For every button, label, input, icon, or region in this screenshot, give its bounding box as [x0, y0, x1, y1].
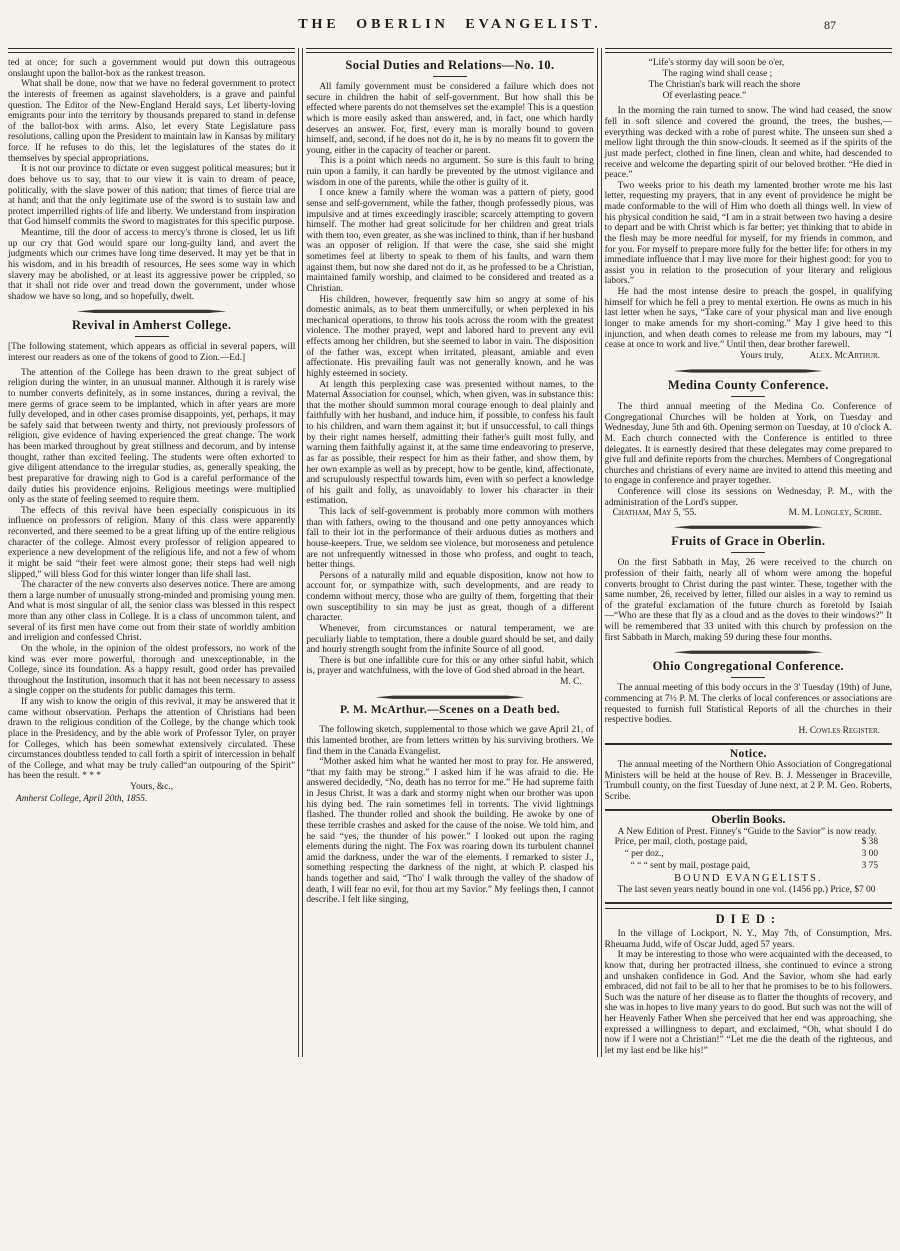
hymn-line: The raging wind shall cease ;	[662, 69, 773, 80]
article-paragraph: The effects of this revival have been especially conspicuous in its influence on professors of religion. Many of this class were apparently reconverted, and there seemed to be a great lifting up of the entire religious character of the college. Almost every professor of religion appeared to experience a new development of the religious life, and not a few of whom it might be said “their feet were almost gone; their steps had well nigh slipped,” will bless God for this winter longer than life shall last.	[8, 505, 296, 580]
masthead	[8, 12, 892, 46]
hymn-line: The Christian's bark will reach the shore	[648, 80, 801, 91]
section-divider	[77, 309, 227, 313]
register-name: H. Cowles Register.	[798, 725, 881, 736]
article-title-mcarthur: P. M. McArthur.—Scenes on a Death bed.	[339, 704, 561, 717]
section-divider	[673, 650, 823, 654]
bound-evangelists-text: The last seven years neatly bound in one vol. (1456 pp.) Price, $7 00	[617, 885, 876, 896]
scribe-name: M. M. Longley, Scribe.	[788, 508, 883, 519]
price-label: “ per doz.,	[624, 848, 664, 859]
price-label: Price, per mail, cloth, postage paid,	[614, 837, 748, 848]
article-paragraph: The following sketch, supplemental to those which we gave April 21, of this lamented brother, are from letters written by his surviving brothers. We find them in the Canada Evangelist.	[306, 725, 594, 757]
hymn-verse	[649, 58, 892, 102]
article-title-died: DIED:	[715, 912, 782, 927]
article-paragraph: Conference will close its sessions on Wednesday, P. M., with the administration of the Lord's supper.	[604, 487, 893, 508]
article-paragraph: If any wish to know the origin of this revival, it may be answered that it came without observation. Perhaps the attention of Christians had been drawn to the religious condition of the College, by the change which took place in the Presidency, and by the able work of Professor Tyler, on prayer for Colleges, which has been somewhat extensively circulated. These circumstances doubtless tended to call forth a spirit of intercession in behalf of the College, and what may be truly called“an outpouring of the Spirit” has been the result. * * *	[8, 697, 296, 782]
article-paragraph: The third annual meeting of the Medina Co. Conference of Congregational Churches will be holden at York, on Tuesday and Wednesday, June 5th and 6th. Opening sermon on Tuesday, at 10 o'clock A. M. Each church connected with the Conference is entitled to three delegates. It is earnestly desired that these delegates may come prepared to give full and definite reports from the churches. Members of Congregational churches and christians of every name are invited to attend this meeting and to engage in conference and prayer together.	[604, 402, 893, 487]
books-intro: A New Edition of Prest. Finney's “Guide to the Savior” is now ready.	[617, 826, 878, 837]
section-heavy-rule	[605, 743, 892, 745]
conference-dateline: Chatham, May 5, '55.	[612, 508, 697, 519]
signature-row	[605, 726, 892, 737]
bound-evangelists-title: BOUND EVANGELISTS.	[674, 873, 823, 885]
letter-closing: Yours, &c.,	[130, 782, 174, 792]
article-title-fruits: Fruits of Grace in Oberlin.	[671, 534, 826, 549]
article-title-ohio-conference: Ohio Congregational Conference.	[652, 659, 845, 674]
article-title-oberlin-books: Oberlin Books.	[711, 813, 786, 826]
column-top-rule	[605, 48, 892, 53]
title-underline	[135, 336, 169, 337]
section-divider	[375, 695, 525, 699]
article-continuation-paragraph: ted at once; for such a government would put down this outrageous onslaught upon the ballot-box as the rankest treason.	[8, 58, 296, 79]
hymn-line: Of everlasting peace.”	[662, 91, 747, 102]
obituary-paragraph: It may be interesting to those who were acquainted with the deceased, to know that, during her protracted illness, she continued to evince a strong and unshaken confidence in God. And the Savior, whom she had early embraced, did not fail to be all to her that he promises to be to his followers. Such was the nature of her disease as to flatter the thoughts of recovery, and she was in hopes to live many years to do good. But such was not the will of her Heavenly Father When she perceived that her end was approaching, she expressed a willingness to depart, and exclaimed, “Oh, what should I do now if I were not a Christian!” “Let me die the death of the righteous, and let my last end be like his!”	[604, 950, 893, 1056]
dateline-row	[605, 508, 892, 518]
column-top-rule	[306, 48, 593, 53]
editor-note: [The following statement, which appears as official in several papers, will interest our readers as one of the tokens of good to Zion.—Ed.]	[8, 342, 296, 363]
section-heavy-rule	[605, 809, 892, 811]
price-row	[605, 861, 892, 873]
article-paragraph: At length this perplexing case was presented without names, to the Maternal Association for counsel, which, when given, was in substance this: that the mother should summon moral courage enough to deal plainly and faithfully with her husband, and induce him, if possible, to confess his fault to his children, and warn them against it; but if unsuccessful, to call things by their right names herself, admitting their father's guilt most fully, and warning them faithfully against it, at the same time endeavoring to preserve, as far as possible, their respect for him as their father, and show them, by her own example as well as by precept, how to be gentle, kind, affectionate, and scrupulously respectful towards him, even with so perfect a knowledge of his guilt and folly, as unavoidably to lower his character in their estimation.	[306, 379, 594, 507]
article-continuation-paragraph: Meantime, till the door of access to mercy's throne is closed, let us lift up our cry that God would spare our long-guilty land, and avert the judgments which our crimes have long time deserved. It may yet be that in his wisdom, and in his breadth of resources, He sees some way in which slavery may be abolished, or at least its aggressive power be crippled, so that it shall not ride over and tread down the government, under whose shadow we have so long, and so hopefully, dwelt.	[8, 228, 296, 302]
article-paragraph: Two weeks prior to his death my lamented brother wrote me his last letter, requesting my prayers, that in any event of providence he might be made conformable to the will of Him who doeth all things well. In view of his physical condition he said, “I am in a strait between two having a desire to depart and be with Christ which is far better; yet thinking that to abide in the flesh may be more needful for myself, for my friends in common, and for you. For myself to prepare more fully for the better life: for others in my immediate influence that I may live more for their highest good: for you to assist you in relation to the prosecution of your literary and religious labors.”	[604, 180, 893, 287]
article-paragraph: On the first Sabbath in May, 26 were received to the church on profession of their faith, nearly all of whom were among the hopeful converts brought to Christ during the past winter. These, together with the same number, 26, received by letter, filled our aisles in a way to remind us of the grateful exclamation of the future church as foretold by Isaiah—“Who are these that fly as a cloud and as the doves to their windows?” It will be remembered that 33 united with this church by profession on the first Sabbath in March, making 59 during these four months.	[604, 558, 893, 643]
article-paragraph: This lack of self-government is probably more common with mothers than with fathers, owing to the thousand and one petty annoyances which fall to their lot in the performance of their arduous duties as mothers and house-keepers. True, we seldom see violence, but moroseness and petulence are not unfrequently witnessed in those who profess, and ought to teach, better things.	[306, 507, 594, 571]
columns-container	[8, 46, 892, 1057]
article-title-notice: Notice.	[729, 748, 767, 761]
article-paragraph: The annual meeting of the Northern Ohio Association of Congregational Ministers will be held at the house of Rev. B. J. Messenger in Braceville, Trumbull county, on the first Tuesday of June next, at 2 P. M. Geo. Roberts, Scribe.	[604, 760, 893, 802]
column-3	[605, 46, 892, 1057]
price-value: $ 38	[861, 837, 879, 848]
article-paragraph: All family government must be considered a failure which does not secure in children the habit of self-government. But how shall this be effected where parents do not themselves set the example! This is a question which is more easily asked than answered, and, in fact, one which hardly deserves an answer. For, first, every man is morally bound to govern himself, and, second, if he does not do it, he is by no means fit to govern the young, either in the capacity of teacher or parent.	[306, 82, 594, 156]
article-paragraph: I once knew a family where the woman was a pattern of piety, good sense and self-government, while the father, though professedly pious, was impulsive and at times exceedingly irascible; scarcely attempting to govern himself. The mother had great solicitude for her children and great trials with them too, even greater, as she was inclined to think, than if her husband was an opposer of religion. If that were the case, she said she might sometimes feel at liberty to speak to them of his faults, and warn them against them, but now she dared not do it, as he professed to be a Christian, maintained family worship, and claimed to be considered and treated as a Christian.	[306, 188, 594, 294]
price-label: “ “ “ sent by mail, postage paid,	[630, 860, 751, 871]
section-divider	[673, 525, 823, 529]
title-underline	[731, 677, 765, 678]
article-paragraph: “Mother asked him what he wanted her most to pray for. He answered, “that my faith may be strong.” I asked him if he was afraid to die. He answered decidedly, “No, death has no terror for me.” He had supreme faith in Jesus Christ. It was a dark and stormy night when our brother was upon his dying bed. The rain sometimes fell in torrents. The vivid lightnings flashed. The thunder rolled and shook the building. He awoke by one of these terrible crashes and asked for the cause of the noise. We told him, and he said “yes, the thunder of his power.” I looked out upon the raging elements during the night. The Fox was roaring down its turbulent channel amid the darkness, under the war of the elements. I remarked to sister J., something respecting the darkness of the night, at which P. clasped his hands together and said, “Tho' I walk through the valley of the shadow of death, I will fear no evil, for thou art my Savior.” My feelings then, I cannot describe. I felt like singing,	[306, 757, 594, 906]
column-top-rule	[8, 48, 295, 53]
price-row	[605, 837, 892, 849]
article-paragraph: This is a point which needs no argument. So sure is this fault to bring ruin upon a family, it can hardly be prevented by the utmost vigilance and wisdom in one of the parents, while the other is guilty of it.	[306, 156, 594, 188]
article-paragraph: On the whole, in the opinion of the oldest professors, no work of the kind was ever more powerful, thorough and unexceptionable, in the College, since its foundation. As a happy result, good order has prevailed throughout the Institution, insomuch that it has not been necessary to assess a single copper on the students for public damages this term.	[8, 643, 296, 697]
newspaper-title: THE OBERLIN EVANGELIST.	[298, 17, 602, 32]
article-title-revival: Revival in Amherst College.	[71, 318, 232, 333]
article-paragraph: The character of the new converts also deserves notice. There are among them a large number of unusually strong-minded and promising young men. And what is most singular of all, the senior class was blessed in this respect more than any other class in College. It is a class of uncommon talent, and several of its first men have come out from their state of worldly ambition and irreligion and confessed Christ.	[8, 580, 296, 644]
article-paragraph: He had the most intense desire to preach the gospel, in qualifying himself for which he fell a prey to mental exertion. He owns as much in his last letter when he says, “Take care of your physical man and live enough longer to make amends for my short-coming.” May I give heed to this injunction, and when death comes to release me from my labours, may “I cease at once to work and live.” Until then, dear brother farewell.	[604, 287, 893, 351]
price-value: 3 75	[861, 860, 879, 871]
article-continuation-paragraph: What shall be done, now that we have no federal government to protect the interests of freemen as against slaveholders, is a grave and painful question. The Editor of the New-England Herald says, Let liberty-loving emigrants pour into the territory by thousands prepared to stand in defense of the ballot-box with arms. Also, let every State Legislature pass resolutions, calling upon the President to maintain law in Kansas by military force. If he refuses to do this, let the legislatures of the states do it themselves by special appropriations.	[8, 79, 296, 164]
column-rule	[597, 48, 602, 1057]
article-paragraph: The attention of the College has been drawn to the great subject of religion during the winter, in an unusual manner. Although it is rarely wise to number converts definitely, as in some instances, during a revival, the mere germs of grace seem to be implanted, which in after years are more fully developed, and in other cases promise disappoints, yet, perhaps, it may be safely said that between twenty and thirty, not previously professors of religion, give evidence of having experienced the great change. The work has been marked throughout by great stillness and decorum, and by intense thought, rather than excited feeling. The students were often exhorted to give diligent attendance to the irregular studies, as, generally speaking, the best preparative for drawing nigh to God is a careful performance of the daily duties his providence enjoins. Religious meetings were multiplied only as the state of feeling seemed to require them.	[8, 367, 296, 506]
page-number: 87	[824, 18, 836, 32]
price-value: 3 00	[861, 848, 879, 859]
article-dateline: Amherst College, April 20th, 1855.	[16, 794, 148, 805]
article-paragraph: His children, however, frequently saw him so angry at some of his domestic animals, as to beat them unmercifully, or when perplexed in his mechanical operations, to throw his tools across the room with the greatest violence. The mother prayed, wept and labored hard to prevent any evil effects among her children, but she seemed to labor in vain. The disposition of the father was, except when irritated, pleasant, amiable and even affectionate. His prevailing fault was not generally known, and he was highly esteemed in society.	[306, 294, 594, 379]
article-paragraph: In the morning the rain turned to snow. The wind had ceased, the snow fell in soft silence and covered the ground, the trees, the bushes,—everything was decked with a robe of purest white. The unseen sun shed a mellow light through the thin snow-clouds. It seemed as if the spirits of the just made perfect, clothed in fine linen, clean and white, had descended to receive and welcome the departing spirit of our beloved brother. “He died in peace.”	[604, 106, 893, 181]
article-paragraph: Whenever, from circumstances or natural temperament, we are peculiarly liable to temptation, there a double guard should be set, and daily and hourly strength sought from the infinite Source of all good.	[306, 623, 594, 656]
title-underline	[433, 719, 467, 720]
title-underline	[433, 76, 467, 77]
price-row	[605, 849, 892, 861]
author-name: Alex. McArthur.	[809, 350, 881, 361]
article-title-medina: Medina County Conference.	[667, 378, 829, 393]
section-divider	[673, 369, 823, 373]
article-paragraph: The annual meeting of this body occurs in the 3' Tuesday (19th) of June, commencing at 7½ P. M. The clerks of local conferences or associations are requested to furnish full Statistical Reports of all the churches in their respective bodies.	[604, 683, 893, 726]
title-underline	[731, 552, 765, 553]
article-title-social-duties: Social Duties and Relations—No. 10.	[345, 58, 555, 72]
article-continuation-paragraph: It is not our province to dictate or even suggest political measures; but it does behove us to say, that to our view it is vain to dream of peace, politically, with the slave power of this nation; that times of fierce trial are at hand; and that the only legitimate use of the sword is to sustain law and protect imperrilled rights of life and liberty. We understand from inspiration that God himself commits the sword to magistrates for this specific purpose.	[8, 164, 296, 228]
title-underline	[731, 396, 765, 397]
signature-row	[605, 351, 892, 362]
signature-row	[306, 677, 593, 688]
letter-closing: Yours truly,	[739, 350, 784, 361]
article-paragraph: There is but one infallible cure for this or any other sinful habit, which is, prayer and watchfulness, with the love of God shed abroad in the heart.	[306, 655, 594, 677]
section-heavy-rule	[605, 902, 892, 909]
article-paragraph: Persons of a naturally mild and equable disposition, know not how to account for, or sympathize with, such developments, and are ready to condemn without mercy, those who are guilty of them, forgetting that their own susceptibility to sin may be just as great, though of a different character.	[306, 570, 594, 624]
column-1	[8, 46, 295, 1057]
author-initials: M. C.	[560, 677, 582, 687]
hymn-line: “Life's stormy day will soon be o'er,	[648, 58, 785, 68]
column-rule	[298, 48, 303, 1057]
obituary-paragraph: In the village of Lockport, N. Y., May 7th, of Consumption, Mrs. Rheuama Judd, wife of Oscar Judd, aged 57 years.	[604, 929, 893, 950]
column-2	[306, 46, 593, 1057]
